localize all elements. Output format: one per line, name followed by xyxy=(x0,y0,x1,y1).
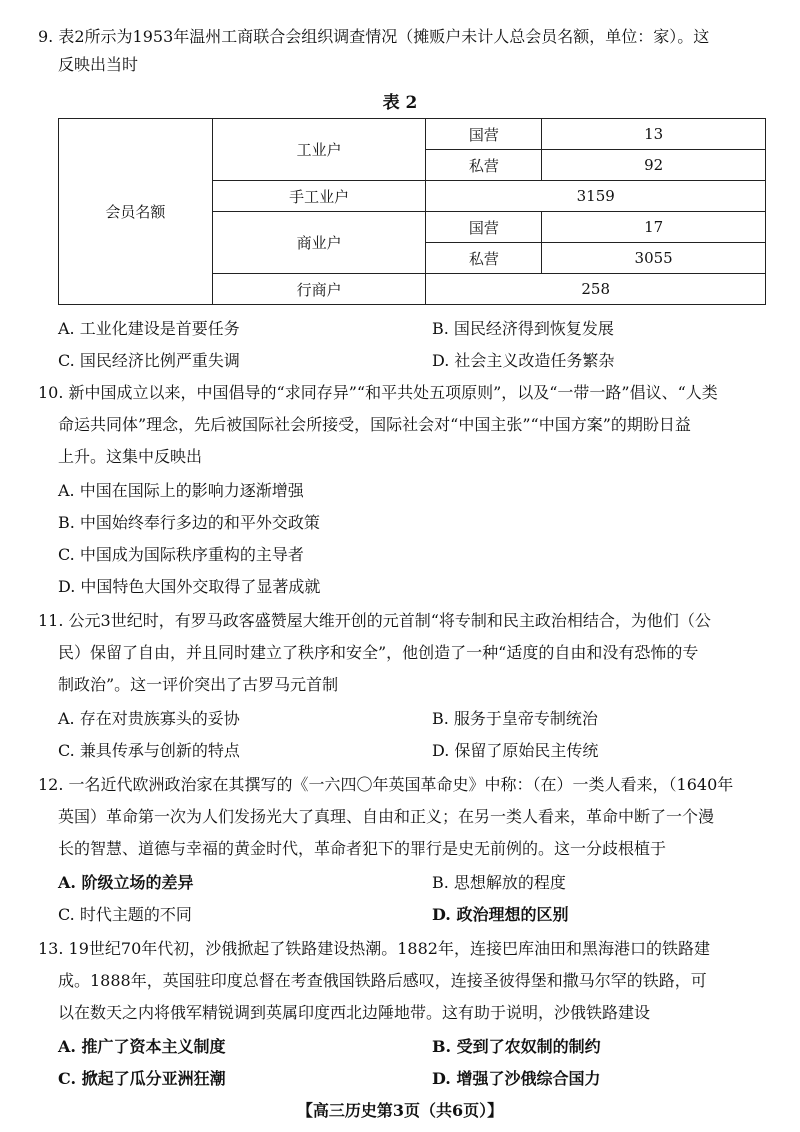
q10-stem-line1: 10. 新中国成立以来，中国倡导的“求同存异”“和平共处五项原则”，以及“一带一路”倡议、“人类 xyxy=(38,383,718,402)
q10-option-c: C. 中国成为国际秩序重构的主导者 xyxy=(58,545,304,564)
q9-stem-line1: 9. 表2所示为1953年温州工商联合会组织调查情况（摊贩户未计人总会员名额，单位：家）。这 xyxy=(38,27,710,46)
q11-stem-line1: 11. 公元3世纪时，有罗马政客盛赞屋大维开创的元首制“将专制和民主政治相结合，为他们（公 xyxy=(38,611,711,630)
q11-option-d: D. 保留了原始民主传统 xyxy=(432,741,599,760)
table-caption: 表 2 xyxy=(382,93,418,113)
table-cell-handicraft: 手工业户 xyxy=(212,181,426,212)
table-cell-commercial-state-value: 17 xyxy=(542,212,766,243)
q13-option-c: C. 掀起了瓜分亚洲狂潮 xyxy=(58,1069,226,1088)
q10-stem-line2: 命运共同体”理念，先后被国际社会所接受，国际社会对“中国主张”“中国方案”的期盼日益 xyxy=(58,415,691,434)
q9-stem-line2: 反映出当时 xyxy=(58,55,139,74)
q10-option-b: B. 中国始终奉行多边的和平外交政策 xyxy=(58,513,320,532)
q9-option-c: C. 国民经济比例严重失调 xyxy=(58,351,240,370)
table-cell-industrial: 工业户 xyxy=(212,119,426,181)
q12-stem-line2: 英国）革命第一次为人们发扬光大了真理、自由和正义；在另一类人看来，革命中断了一个漫 xyxy=(58,807,715,826)
q11-stem-line2: 民）保留了自由，并且同时建立了秩序和安全”，他创造了一种“适度的自由和没有恐怖的专 xyxy=(58,643,699,662)
q11-option-c: C. 兼具传承与创新的特点 xyxy=(58,741,240,760)
q11-option-b: B. 服务于皇帝专制统治 xyxy=(432,709,598,728)
q13-option-a: A. 推广了资本主义制度 xyxy=(58,1037,226,1056)
q9-option-a: A. 工业化建设是首要任务 xyxy=(58,319,240,338)
q10-stem-line3: 上升。这集中反映出 xyxy=(58,447,203,466)
table-cell-industrial-private-value: 92 xyxy=(542,150,766,181)
page-footer: 【高三历史第3页（共6页）】 xyxy=(296,1101,504,1120)
q13-stem-line2: 成。1888年，英国驻印度总督在考查俄国铁路后感叹，连接圣彼得堡和撒马尔罕的铁路，可 xyxy=(58,971,707,990)
table-cell-industrial-state-value: 13 xyxy=(542,119,766,150)
table-cell-state: 国营 xyxy=(426,212,542,243)
table-cell-private: 私营 xyxy=(426,150,542,181)
table-cell-private: 私营 xyxy=(426,243,542,274)
q9-option-d: D. 社会主义改造任务繁杂 xyxy=(432,351,615,370)
q12-option-a: A. 阶级立场的差异 xyxy=(58,873,194,892)
survey-table xyxy=(58,118,766,305)
q12-stem-line1: 12. 一名近代欧洲政治家在其撰写的《一六四〇年英国革命史》中称：（在）一类人看来，（1640年 xyxy=(38,775,734,794)
table-cell-commercial: 商业户 xyxy=(212,212,426,274)
table-cell-handicraft-value: 3159 xyxy=(426,181,766,212)
q11-option-a: A. 存在对贵族寡头的妥协 xyxy=(58,709,240,728)
table-cell-state: 国营 xyxy=(426,119,542,150)
q12-option-b: B. 思想解放的程度 xyxy=(432,873,566,892)
table-cell-itinerant: 行商户 xyxy=(212,274,426,305)
table-header-member-quota: 会员名额 xyxy=(59,119,213,305)
table-cell-itinerant-value: 258 xyxy=(426,274,766,305)
q12-option-d: D. 政治理想的区别 xyxy=(432,905,569,924)
q11-stem-line3: 制政治”。这一评价突出了古罗马元首制 xyxy=(58,675,339,694)
q12-stem-line3: 长的智慧、道德与幸福的黄金时代，革命者犯下的罪行是史无前例的。这一分歧根植于 xyxy=(58,839,667,858)
q13-option-d: D. 增强了沙俄综合国力 xyxy=(432,1069,601,1088)
q13-stem-line3: 以在数天之内将俄军精锐调到英属印度西北边陲地带。这有助于说明，沙俄铁路建设 xyxy=(58,1003,651,1022)
q10-option-a: A. 中国在国际上的影响力逐渐增强 xyxy=(58,481,304,500)
q13-option-b: B. 受到了农奴制的制约 xyxy=(432,1037,601,1056)
q9-option-b: B. 国民经济得到恢复发展 xyxy=(432,319,614,338)
q10-option-d: D. 中国特色大国外交取得了显著成就 xyxy=(58,577,321,596)
q13-stem-line1: 13. 19世纪70年代初，沙俄掀起了铁路建设热潮。1882年，连接巴库油田和黑海港口的铁路建 xyxy=(38,939,710,958)
q12-option-c: C. 时代主题的不同 xyxy=(58,905,192,924)
table-cell-commercial-private-value: 3055 xyxy=(542,243,766,274)
